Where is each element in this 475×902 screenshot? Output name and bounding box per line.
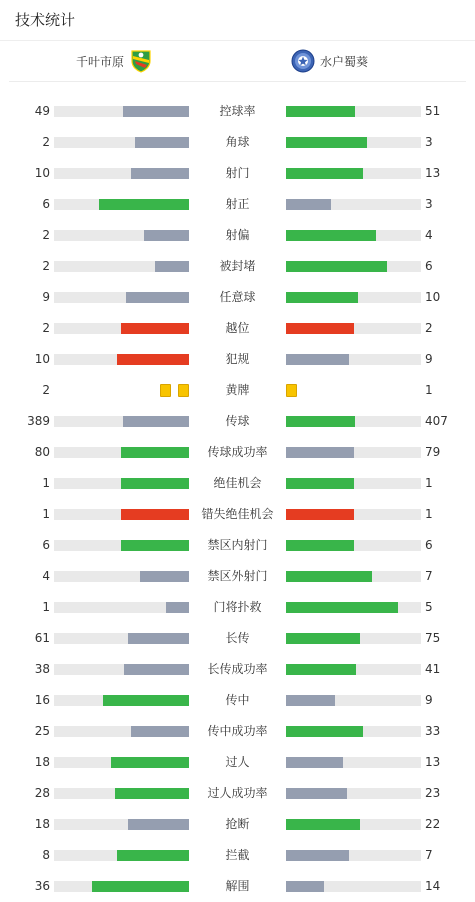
away-bar-track	[286, 850, 421, 861]
away-bar-track	[286, 664, 421, 675]
away-bar-fill	[286, 416, 355, 427]
away-bar-track	[286, 881, 421, 892]
away-value: 6	[425, 538, 433, 552]
away-bar-fill	[286, 819, 360, 830]
stat-row	[0, 778, 475, 809]
home-value: 389	[27, 414, 50, 428]
yellow-card-icon	[178, 384, 189, 397]
home-value: 10	[34, 352, 50, 366]
stat-label: 长传成功率	[207, 662, 268, 676]
stat-row	[0, 561, 475, 592]
away-bar-track	[286, 230, 421, 241]
stat-label: 射偏	[225, 228, 250, 242]
stat-row	[0, 96, 475, 127]
home-bar-track	[54, 633, 189, 644]
away-value: 5	[425, 600, 433, 614]
away-bar-fill	[286, 726, 363, 737]
stat-label: 任意球	[219, 290, 256, 304]
stat-label: 射门	[225, 166, 250, 180]
stat-row	[0, 406, 475, 437]
home-value: 61	[34, 631, 50, 645]
home-value: 2	[42, 383, 50, 397]
home-bar-fill	[121, 540, 189, 551]
home-bar-track	[54, 509, 189, 520]
stat-row	[0, 623, 475, 654]
stat-row	[0, 530, 475, 561]
away-bar-fill	[286, 230, 376, 241]
home-value: 18	[34, 755, 50, 769]
stat-row	[0, 592, 475, 623]
away-bar-track	[286, 137, 421, 148]
home-value: 2	[42, 228, 50, 242]
stat-label: 射正	[225, 197, 250, 211]
away-value: 23	[425, 786, 441, 800]
away-bar-track	[286, 509, 421, 520]
away-bar-fill	[286, 478, 354, 489]
away-bar-track	[286, 447, 421, 458]
home-bar-track	[54, 137, 189, 148]
home-bar-fill	[131, 168, 189, 179]
home-team[interactable]	[76, 41, 153, 81]
away-value: 79	[425, 445, 441, 459]
stat-row	[0, 468, 475, 499]
home-value: 10	[34, 166, 50, 180]
stat-label: 控球率	[219, 104, 256, 118]
home-value: 1	[42, 476, 50, 490]
home-value: 8	[42, 848, 50, 862]
stat-label: 越位	[225, 321, 250, 335]
home-value: 6	[42, 197, 50, 211]
home-bar-track	[54, 788, 189, 799]
home-bar-fill	[117, 850, 189, 861]
home-bar-track	[54, 819, 189, 830]
stat-label: 传中	[225, 693, 250, 707]
stat-row	[0, 871, 475, 902]
page-title: 技术统计	[0, 0, 475, 41]
home-value: 28	[34, 786, 50, 800]
away-bar-track	[286, 695, 421, 706]
stat-row	[0, 158, 475, 189]
away-bar-fill	[286, 106, 355, 117]
away-bar-track	[286, 478, 421, 489]
home-bar-fill	[140, 571, 189, 582]
away-value: 407	[425, 414, 448, 428]
home-bar-fill	[131, 726, 189, 737]
away-bar-track	[286, 571, 421, 582]
away-bar-track	[286, 757, 421, 768]
home-value: 49	[34, 104, 50, 118]
home-yellow-cards	[160, 384, 189, 397]
away-bar-fill	[286, 540, 354, 551]
stat-label: 犯规	[225, 352, 250, 366]
away-bar-fill	[286, 757, 343, 768]
stat-row	[0, 685, 475, 716]
stat-row	[0, 716, 475, 747]
away-value: 2	[425, 321, 433, 335]
away-value: 9	[425, 693, 433, 707]
home-value: 2	[42, 321, 50, 335]
away-value: 51	[425, 104, 441, 118]
home-bar-track	[54, 323, 189, 334]
home-bar-track	[54, 447, 189, 458]
away-bar-track	[286, 354, 421, 365]
away-value: 9	[425, 352, 433, 366]
stat-row	[0, 313, 475, 344]
away-value: 33	[425, 724, 441, 738]
away-value: 1	[425, 476, 433, 490]
away-value: 41	[425, 662, 441, 676]
away-value: 3	[425, 197, 433, 211]
home-bar-track	[54, 571, 189, 582]
stat-row	[0, 344, 475, 375]
home-bar-fill	[144, 230, 189, 241]
away-value: 3	[425, 135, 433, 149]
home-value: 80	[34, 445, 50, 459]
away-bar-fill	[286, 509, 354, 520]
away-value: 6	[425, 259, 433, 273]
home-bar-track	[54, 199, 189, 210]
away-bar-fill	[286, 850, 349, 861]
home-value: 38	[34, 662, 50, 676]
away-value: 14	[425, 879, 441, 893]
stat-label: 解围	[225, 879, 250, 893]
away-bar-fill	[286, 881, 324, 892]
away-value: 1	[425, 383, 433, 397]
away-team-logo-icon	[291, 49, 315, 73]
away-value: 22	[425, 817, 441, 831]
stat-label: 禁区外射门	[207, 569, 268, 583]
away-bar-fill	[286, 447, 354, 458]
stat-row	[0, 499, 475, 530]
home-bar-fill	[123, 106, 189, 117]
away-bar-track	[286, 416, 421, 427]
stat-label: 抢断	[225, 817, 250, 831]
home-bar-track	[54, 850, 189, 861]
home-bar-track	[54, 292, 189, 303]
away-bar-fill	[286, 168, 363, 179]
away-bar-fill	[286, 292, 358, 303]
home-bar-track	[54, 230, 189, 241]
home-bar-fill	[121, 447, 189, 458]
home-bar-fill	[121, 323, 189, 334]
away-bar-fill	[286, 633, 360, 644]
away-bar-track	[286, 726, 421, 737]
home-bar-track	[54, 664, 189, 675]
away-bar-track	[286, 261, 421, 272]
away-bar-track	[286, 106, 421, 117]
home-bar-fill	[123, 416, 189, 427]
stat-label: 绝佳机会	[213, 476, 262, 490]
home-bar-fill	[124, 664, 189, 675]
home-bar-fill	[121, 478, 189, 489]
stat-row	[0, 220, 475, 251]
home-value: 1	[42, 507, 50, 521]
stat-label: 传球	[225, 414, 250, 428]
home-bar-fill	[117, 354, 189, 365]
home-bar-fill	[128, 819, 189, 830]
home-value: 9	[42, 290, 50, 304]
away-bar-fill	[286, 571, 372, 582]
home-bar-fill	[111, 757, 189, 768]
stat-label: 传球成功率	[207, 445, 268, 459]
away-bar-track	[286, 199, 421, 210]
stat-row	[0, 747, 475, 778]
home-value: 36	[34, 879, 50, 893]
yellow-card-icon	[286, 384, 297, 397]
away-bar-fill	[286, 354, 349, 365]
home-bar-track	[54, 726, 189, 737]
stat-label: 黄牌	[225, 383, 250, 397]
stat-row	[0, 251, 475, 282]
home-bar-track	[54, 106, 189, 117]
stat-row	[0, 654, 475, 685]
away-bar-track	[286, 633, 421, 644]
away-bar-track	[286, 540, 421, 551]
home-value: 4	[42, 569, 50, 583]
home-value: 2	[42, 135, 50, 149]
home-value: 25	[34, 724, 50, 738]
home-bar-track	[54, 416, 189, 427]
stat-row	[0, 437, 475, 468]
stat-label: 过人成功率	[207, 786, 268, 800]
away-value: 4	[425, 228, 433, 242]
home-bar-track	[54, 168, 189, 179]
home-bar-fill	[135, 137, 189, 148]
home-bar-track	[54, 695, 189, 706]
home-bar-fill	[126, 292, 189, 303]
away-yellow-cards	[286, 384, 297, 397]
home-value: 2	[42, 259, 50, 273]
home-bar-fill	[115, 788, 189, 799]
home-value: 18	[34, 817, 50, 831]
home-bar-fill	[128, 633, 189, 644]
stat-label: 过人	[225, 755, 250, 769]
away-value: 7	[425, 569, 433, 583]
away-team[interactable]	[291, 41, 368, 81]
away-bar-fill	[286, 602, 398, 613]
stat-label: 拦截	[225, 848, 250, 862]
home-bar-fill	[92, 881, 189, 892]
stat-label: 门将扑救	[213, 600, 262, 614]
home-bar-track	[54, 602, 189, 613]
home-bar-track	[54, 354, 189, 365]
away-value: 13	[425, 755, 441, 769]
home-team-name: 千叶市原	[75, 54, 124, 69]
away-bar-fill	[286, 261, 387, 272]
home-bar-track	[54, 757, 189, 768]
away-value: 7	[425, 848, 433, 862]
stat-row	[0, 127, 475, 158]
away-bar-track	[286, 168, 421, 179]
stat-row	[0, 282, 475, 313]
away-bar-fill	[286, 664, 356, 675]
stat-row	[0, 809, 475, 840]
away-bar-fill	[286, 137, 367, 148]
home-bar-fill	[121, 509, 189, 520]
home-value: 1	[42, 600, 50, 614]
away-bar-fill	[286, 323, 354, 334]
stat-label: 错失绝佳机会	[201, 507, 274, 521]
stat-label: 长传	[225, 631, 250, 645]
away-bar-track	[286, 788, 421, 799]
home-bar-track	[54, 881, 189, 892]
away-bar-fill	[286, 788, 347, 799]
home-bar-track	[54, 261, 189, 272]
away-bar-fill	[286, 199, 331, 210]
stat-row	[0, 189, 475, 220]
home-bar-track	[54, 478, 189, 489]
stat-label: 被封堵	[219, 259, 256, 273]
yellow-card-icon	[160, 384, 171, 397]
away-bar-fill	[286, 695, 335, 706]
teams-header	[9, 41, 466, 82]
away-bar-track	[286, 819, 421, 830]
home-value: 6	[42, 538, 50, 552]
home-team-logo-icon	[129, 49, 153, 73]
home-bar-fill	[103, 695, 189, 706]
away-value: 10	[425, 290, 441, 304]
away-bar-track	[286, 323, 421, 334]
home-value: 16	[34, 693, 50, 707]
away-bar-track	[286, 292, 421, 303]
home-bar-fill	[166, 602, 189, 613]
away-bar-track	[286, 602, 421, 613]
away-value: 13	[425, 166, 441, 180]
stat-row	[0, 840, 475, 871]
away-team-name: 水户蜀葵	[320, 54, 369, 69]
stat-label: 角球	[225, 135, 250, 149]
home-bar-track	[54, 540, 189, 551]
away-value: 75	[425, 631, 441, 645]
stat-label: 传中成功率	[207, 724, 268, 738]
stat-row	[0, 375, 475, 406]
home-bar-fill	[155, 261, 189, 272]
stat-label: 禁区内射门	[207, 538, 268, 552]
away-value: 1	[425, 507, 433, 521]
home-bar-fill	[99, 199, 189, 210]
